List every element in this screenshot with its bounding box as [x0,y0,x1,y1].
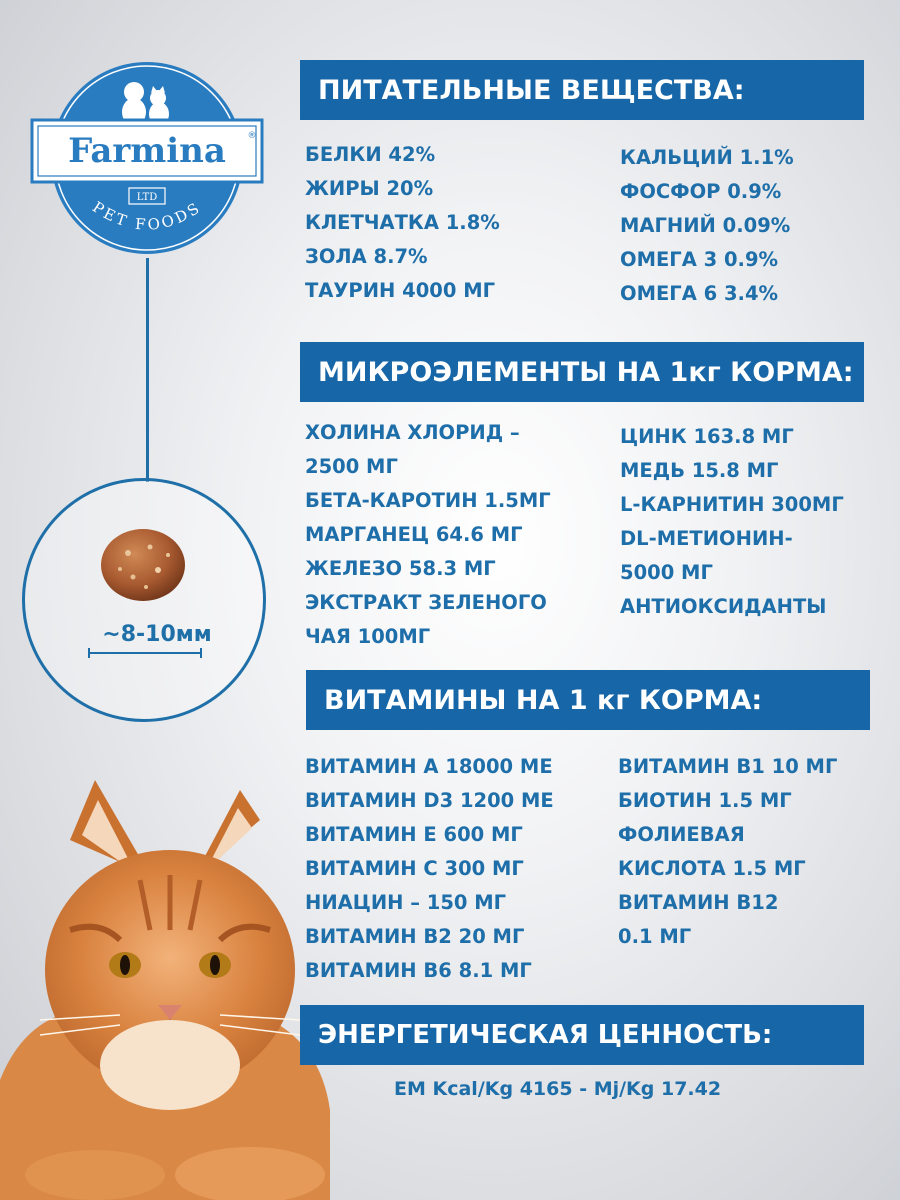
list-item: ФОСФОР 0.9% [620,180,782,203]
list-item: ВИТАМИН Е 600 МГ [305,823,523,846]
list-item: БЕТА-КАРОТИН 1.5МГ [305,489,551,512]
list-item: ВИТАМИН В6 8.1 МГ [305,959,532,982]
vitamins-right-list [618,750,837,954]
logo-tagline: PET FOODS [89,197,205,234]
list-item: 2500 МГ [305,455,398,478]
list-item: ХОЛИНА ХЛОРИД – [305,421,520,444]
vitamins-left-list [305,750,554,988]
vitamins-title: ВИТАМИНЫ НА 1 кг КОРМА: [324,684,763,716]
logo-brand: Farmina [68,131,226,171]
list-item: ФОЛИЕВАЯ [618,823,745,846]
list-item: ВИТАМИН В12 [618,891,779,914]
list-item: МАГНИЙ 0.09% [620,214,791,237]
list-item: ЖИРЫ 20% [305,177,434,200]
microelements-left-list [305,416,551,654]
energy-value: EM Kcal/Kg 4165 - Mj/Kg 17.42 [394,1078,722,1100]
farmina-logo [30,58,264,258]
list-item: КЛЕТЧАТКА 1.8% [305,211,500,234]
list-item: 5000 МГ [620,561,713,584]
list-item: ЖЕЛЕЗО 58.3 МГ [305,557,496,580]
connector-line [146,258,149,482]
list-item: МЕДЬ 15.8 МГ [620,459,779,482]
list-item: НИАЦИН – 150 МГ [305,891,507,914]
nutrients-banner [300,60,864,120]
list-item: ВИТАМИН В2 20 МГ [305,925,525,948]
vitamins-banner [306,670,870,730]
list-item: L-КАРНИТИН 300МГ [620,493,844,516]
list-item: БИОТИН 1.5 МГ [618,789,792,812]
microelements-right-list [620,420,844,624]
cat-image [0,780,330,1200]
energy-title: ЭНЕРГЕТИЧЕСКАЯ ЦЕННОСТЬ: [318,1020,773,1050]
list-item: ВИТАМИН В1 10 МГ [618,755,838,778]
nutrients-right-list [620,141,794,311]
nutrients-left-list [305,138,500,308]
energy-banner [300,1005,864,1065]
microelements-title: МИКРОЭЛЕМЕНТЫ НА 1кг КОРМА: [318,356,854,388]
kibble-image [98,525,188,605]
list-item: БЕЛКИ 42% [305,143,436,166]
measure-bar [88,648,202,658]
list-item: ОМЕГА 3 0.9% [620,248,779,271]
list-item: ВИТАМИН А 18000 МЕ [305,755,553,778]
list-item: ОМЕГА 6 3.4% [620,282,779,305]
list-item: КАЛЬЦИЙ 1.1% [620,146,794,169]
microelements-banner [300,342,864,402]
list-item: ЧАЯ 100МГ [305,625,431,648]
nutrients-title: ПИТАТЕЛЬНЫЕ ВЕЩЕСТВА: [318,74,745,106]
logo-registered: ® [247,131,257,141]
list-item: ЗОЛА 8.7% [305,245,428,268]
list-item: АНТИОКСИДАНТЫ [620,595,827,618]
list-item: ТАУРИН 4000 МГ [305,279,496,302]
list-item: ВИТАМИН С 300 МГ [305,857,524,880]
list-item: ЦИНК 163.8 МГ [620,425,794,448]
list-item: КИСЛОТА 1.5 МГ [618,857,806,880]
list-item: ЭКСТРАКТ ЗЕЛЕНОГО [305,591,547,614]
logo-ltd: LTD [136,192,158,203]
list-item: 0.1 МГ [618,925,692,948]
kibble-size-label: ~8-10мм [102,622,212,647]
list-item: DL-МЕТИОНИН- [620,527,793,550]
list-item: ВИТАМИН D3 1200 МЕ [305,789,554,812]
list-item: МАРГАНЕЦ 64.6 МГ [305,523,523,546]
